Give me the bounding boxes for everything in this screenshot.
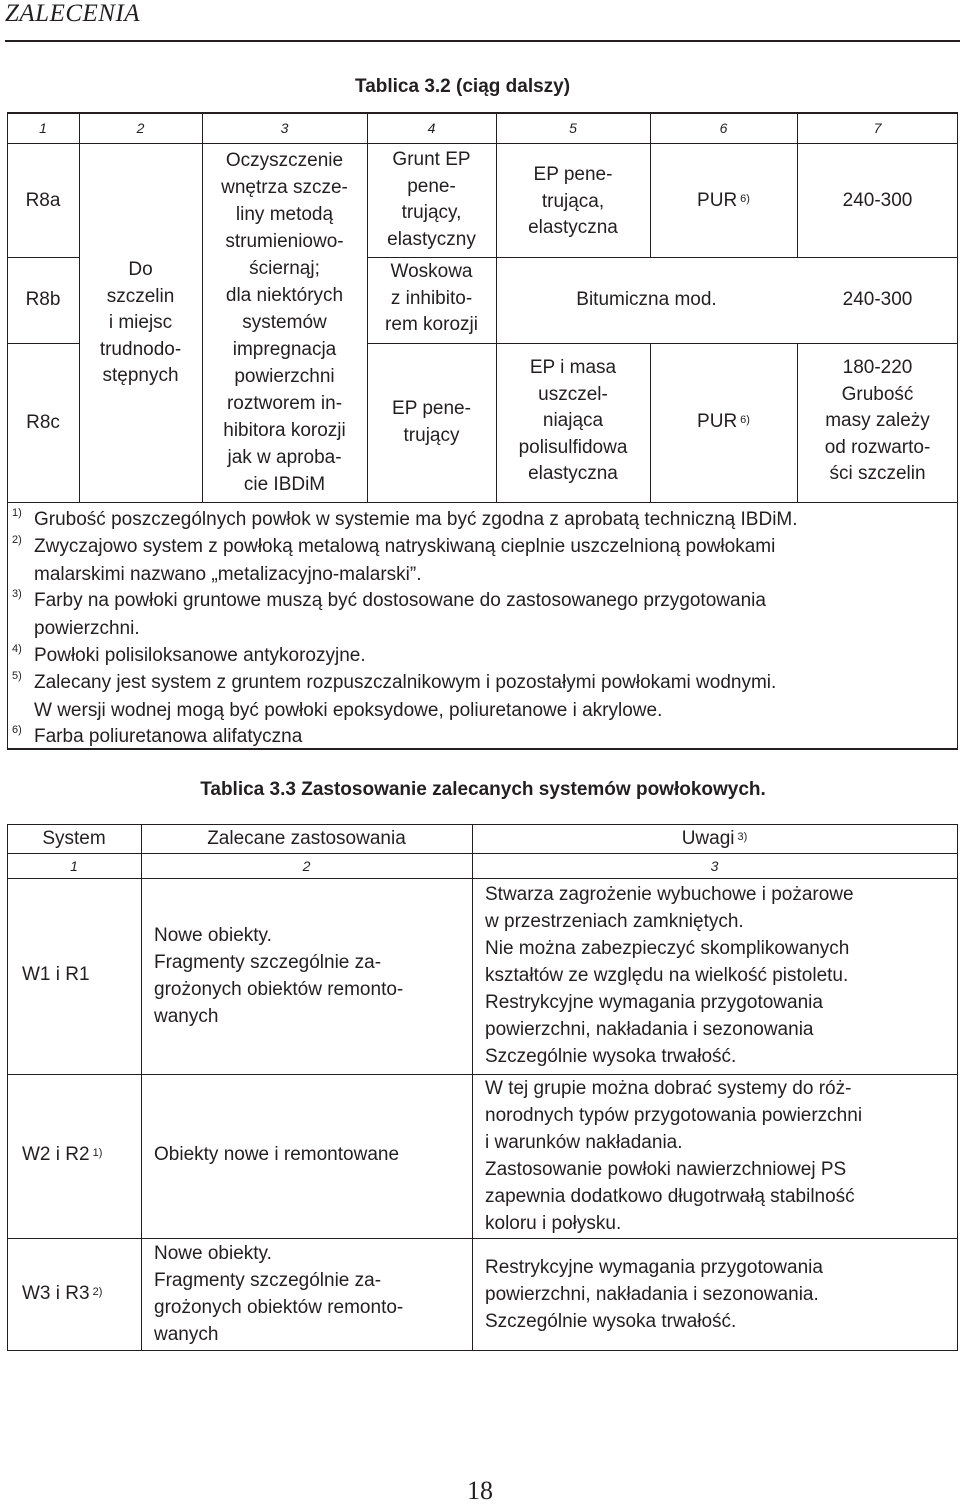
footnote-mark: 5) [12,670,22,682]
text-line: szczelin [106,285,175,307]
text-line: Nie można zabezpieczyć skomplikowanych [485,938,850,959]
text-line: malarskimi nazwano „metalizacyjno-malarski”. [34,563,422,585]
row-label-r8b: R8b [25,289,61,310]
r8b-primer [367,259,496,339]
text-line: Farby na powłoki gruntowe muszą być dostosowane do zastosowanego przygotowania [34,590,766,611]
text-line: trujący, [401,202,462,223]
t32-col-number: 7 [873,120,882,136]
text-line: w przestrzeniach zamkniętych. [485,911,744,932]
text-line: Farba poliuretanowa alifatyczna [34,726,303,747]
topcoat-text: PUR [697,190,738,211]
r8c-primer [367,396,496,449]
text-line: uszczel- [538,383,608,405]
text-line: Obiekty nowe i remontowane [154,1144,400,1165]
text-line: roztworem in- [226,393,343,414]
footnote-mark: 6) [12,724,22,736]
notes-w3-r3 [485,1254,823,1335]
r8c-thickness [797,355,958,488]
text-line: Grubość poszczególnych powłok w systemie ma być zgodna z aprobatą techniczną IBDiM. [34,509,798,530]
footnote-2 [12,533,954,588]
text-line: Szczególnie wysoka trwałość. [485,1311,737,1332]
text-line: koloru i połysku. [485,1213,622,1234]
text-line: elastyczna [528,463,618,484]
footnote-mark: 1) [12,507,22,519]
footnote-3 [12,587,954,642]
table-3-3-title: Tablica 3.3 Zastosowanie zalecanych systemów powłokowych. [200,779,766,800]
text-line: ściernąj; [249,258,320,279]
header-uses: Zalecane zastosowania [207,828,406,849]
col3-text [202,147,367,498]
system-text: W2 i R2 [22,1144,90,1165]
footnote-5 [12,669,954,724]
text-line: Restrykcyjne wymagania przygotowania [485,1257,823,1278]
text-line: elastyczna [528,217,618,238]
footnote-mark: 2) [12,534,22,546]
footnote-ref: 2) [92,1286,103,1298]
footnote-ref: 6) [740,414,750,426]
text-line: ści szczelin [829,463,926,484]
t33-right-border [957,824,958,1351]
text-line: i warunków nakładania. [485,1132,683,1153]
text-line: powierzchni, nakładania i sezonowania. [485,1284,819,1305]
text-line: strumieniowo- [225,231,344,252]
text-line: elastyczny [387,228,476,250]
text-line: trudnodo- [99,338,182,360]
t32-col-number: 1 [39,120,47,136]
r8a-intermediate [496,162,650,242]
text-line: EP pene- [533,164,613,185]
r8a-topcoat [650,188,797,215]
t33-top-border [7,824,958,825]
text-line: norodnych typów przygotowania powierzchni [485,1105,863,1126]
text-line: wnętrza szcze- [221,177,348,198]
text-line: Powłoki polisiloksanowe antykorozyjne. [34,645,366,666]
text-line: systemów [242,312,327,333]
t33-left-border [7,824,8,1351]
header-notes [472,826,957,853]
t32-col-number: 4 [427,120,436,136]
t32-row-sep [367,343,957,344]
footnote-ref: 3) [737,831,748,843]
text-line: i miejsc [108,312,173,333]
system-w3-r3 [22,1281,102,1308]
text-line: W wersji wodnej mogą być powłoki epoksydowe, poliuretanowe i akrylowe. [34,699,663,721]
t32-top-border [7,112,958,114]
topcoat-text: PUR [697,411,738,432]
text-line: EP pene- [392,398,471,419]
text-line: EP i masa [529,357,617,378]
system-w1-r1 [22,962,90,989]
footnote-mark: 3) [12,588,22,600]
t32-col-number: 5 [569,120,577,136]
text-line: cie IBDiM [243,474,326,495]
text-line: polisulfidowa [518,436,628,458]
text-line: 180-220 [842,357,913,378]
text-line: z inhibito- [390,287,473,309]
page-header: ZALECENIA [5,0,141,27]
text-line: Grubość [841,383,914,405]
t32-colnum-border [7,143,958,144]
text-line: grożonych obiektów remonto- [154,979,404,1000]
t32-row-sep [367,257,957,258]
text-line: pene- [407,175,456,197]
row-label-r8c: R8c [26,412,60,433]
text-line: rem korozji [385,314,478,335]
footnote-1 [12,506,954,534]
notes-w1-r1 [485,881,854,1070]
text-line: W tej grupie można dobrać systemy do róż- [485,1078,852,1099]
t33-header-border [7,853,958,854]
text-line: trująca, [541,190,605,212]
t33-bottom-border [7,1350,958,1351]
text-line: Nowe obiekty. [154,1243,272,1264]
t33-colnum-border [7,878,958,879]
text-line: trujący [403,424,460,446]
row-label-r8a: R8a [25,190,61,211]
footnote-ref: 1) [92,1147,103,1159]
text-line: Woskowa [390,261,473,282]
notes-w2-r2 [485,1075,862,1237]
uses-w3-r3 [154,1240,403,1348]
text-line: powierzchni. [34,617,140,639]
table-3-2-title: Tablica 3.2 (ciąg dalszy) [355,76,571,97]
text-line: Restrykcyjne wymagania przygotowania [485,992,823,1013]
t32-col-number: 2 [136,120,145,136]
t33-col-sep [141,824,142,1351]
system-text: W3 i R3 [22,1283,90,1304]
text-line: liny metodą [235,204,334,225]
t32-col-number: 3 [280,120,289,136]
footnote-6 [12,723,954,751]
col2-text [79,257,202,390]
t33-col-number: 3 [710,858,719,874]
footnote-4 [12,642,954,670]
r8c-intermediate [496,355,650,488]
text-line: zapewnia dodatkowo długotrwałą stabilność [485,1186,855,1207]
t33-col-sep [472,824,473,1351]
text-line: Szczególnie wysoka trwałość. [485,1046,737,1067]
t33-row-sep [7,1238,958,1239]
text-line: wanych [154,1006,219,1027]
text-line: niająca [542,410,604,431]
system-w2-r2 [22,1142,102,1169]
text-line: impregnacja [232,339,337,360]
header-notes-text: Uwagi [681,828,735,849]
text-line: Do [128,259,153,280]
system-text: W1 i R1 [22,964,90,985]
r8a-thickness: 240-300 [842,190,913,211]
text-line: Fragmenty szczególnie za- [154,1270,382,1291]
text-line: hibitora korozji [223,420,346,441]
r8b-thickness: 240-300 [842,289,913,310]
t32-col-number: 6 [719,120,728,136]
r8a-primer [367,147,496,253]
t32-row-sep [7,343,79,344]
text-line: Zastosowanie powłoki nawierzchniowej PS [485,1159,847,1180]
footnote-mark: 4) [12,643,22,655]
r8c-topcoat [650,409,797,436]
text-line: Zwyczajowo system z powłoką metalową natryskiwaną cieplnie uszczelnioną powłokami [34,536,776,557]
text-line: Fragmenty szczególnie za- [154,952,382,973]
text-line: Grunt EP [392,149,471,170]
text-line: dla niektórych [225,285,344,306]
text-line: Oczyszczenie [225,150,344,171]
text-line: powierzchni, nakładania i sezonowania [485,1019,814,1040]
t32-row-sep [7,257,79,258]
t33-col-number: 2 [302,858,311,874]
page-number: 18 [467,1476,493,1505]
text-line: stępnych [102,365,179,386]
header-rule [5,40,960,42]
uses-w1-r1 [154,922,403,1030]
text-line: grożonych obiektów remonto- [154,1297,404,1318]
footnote-ref: 6) [740,193,750,205]
text-line: Nowe obiekty. [154,925,272,946]
text-line: od rozwarto- [824,436,931,458]
text-line: jak w aproba- [227,447,342,468]
text-line: wanych [154,1324,219,1345]
text-line: Zalecany jest system z gruntem rozpuszczalnikowym i pozostałymi powłokami wodnymi. [34,672,777,693]
r8b-coating: Bitumiczna mod. [576,289,717,310]
text-line: kształtów ze względu na wielkość pistoletu. [485,965,849,986]
uses-w2-r2 [154,1142,399,1169]
text-line: masy zależy [825,410,930,431]
t32-row-sep [7,502,958,503]
text-line: Stwarza zagrożenie wybuchowe i pożarowe [485,884,854,905]
text-line: powierzchni [234,366,335,387]
header-system: System [42,828,106,849]
t33-col-number: 1 [70,858,78,874]
